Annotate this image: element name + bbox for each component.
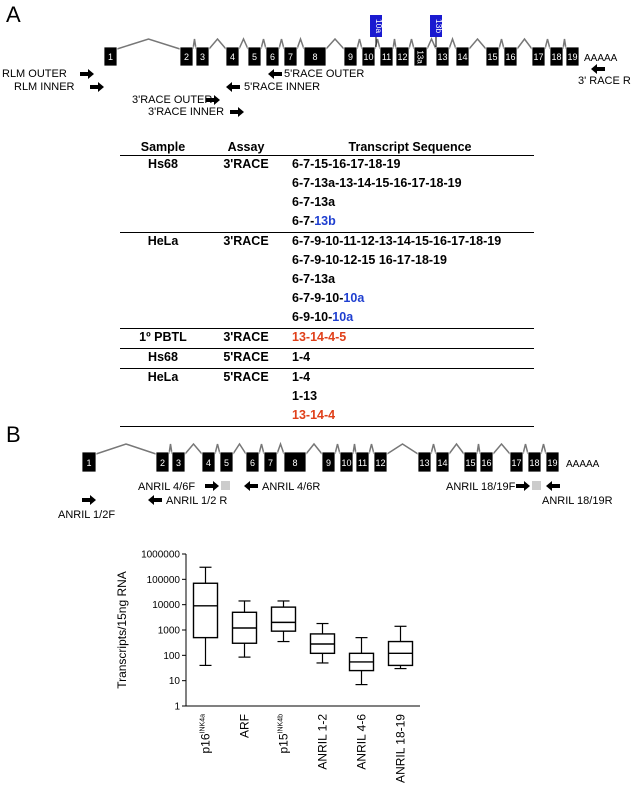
cell-assay xyxy=(206,290,286,309)
cell-transcript-sequence xyxy=(286,290,534,309)
transcript-row xyxy=(120,388,534,407)
box-anril-4-6 xyxy=(350,638,374,685)
exon-label-13a: 13a xyxy=(415,50,425,64)
exon-label-16: 16 xyxy=(481,458,492,468)
transcript-row xyxy=(120,329,534,349)
intron-line xyxy=(306,444,322,454)
intron-line xyxy=(193,39,196,49)
intron-line xyxy=(335,444,340,454)
cell-assay xyxy=(206,194,286,213)
primer-anril-12f-label: ANRIL 1/2F xyxy=(58,509,116,521)
transcript-row xyxy=(120,407,534,427)
transcript-row xyxy=(120,369,534,389)
primer-3race-inner-arrow xyxy=(230,107,244,117)
x-tick-label: $p16^{INK4a}$ xyxy=(198,714,213,754)
polya-tail: AAAAA xyxy=(566,459,600,470)
exon-label-3: 3 xyxy=(175,458,182,468)
cell-sample xyxy=(120,388,206,407)
exon-label-14: 14 xyxy=(437,458,448,468)
exon-label-14: 14 xyxy=(457,52,468,62)
sequence-segment: 13b xyxy=(314,214,336,228)
cell-sample: Hs68 xyxy=(120,349,206,369)
y-tick-label: 1000 xyxy=(157,625,180,637)
box-iqr xyxy=(272,607,296,631)
cell-transcript-sequence xyxy=(286,271,534,290)
sequence-segment: 6-7-13a-13-14-15-16-17-18-19 xyxy=(292,176,462,190)
primer-anril-46f-label: ANRIL 4/6F xyxy=(138,481,196,493)
cell-assay: 3'RACE xyxy=(223,157,269,171)
cell-sample xyxy=(120,194,206,213)
exon-label-9: 9 xyxy=(325,458,332,468)
transcript-row xyxy=(120,309,534,329)
exon-label-12: 12 xyxy=(397,52,408,62)
intron-line xyxy=(563,39,566,49)
intron-line xyxy=(477,444,480,454)
exon-label-11: 11 xyxy=(381,52,392,62)
box-p16ink4a xyxy=(194,567,218,665)
exon-label-13: 13 xyxy=(419,458,430,468)
primer-anril-46f-arrow xyxy=(205,481,219,491)
panel-a-gene-diagram xyxy=(0,0,640,130)
cell-transcript-sequence xyxy=(286,233,534,253)
intron-line xyxy=(523,444,528,454)
intron-line xyxy=(449,39,456,49)
sequence-segment: 6-9-10- xyxy=(292,310,333,324)
intron-line xyxy=(259,444,264,454)
x-tick-label: $p15^{INK4b}$ xyxy=(276,714,291,754)
cell-assay: 3'RACE xyxy=(223,234,269,248)
exon-label-6: 6 xyxy=(269,52,276,62)
primer-anril-46r-label: ANRIL 4/6R xyxy=(262,481,321,493)
intron-line xyxy=(541,444,546,454)
cell-transcript-sequence xyxy=(286,309,534,329)
intron-line xyxy=(277,444,284,454)
intron-line xyxy=(499,39,504,49)
transcript-table-header xyxy=(120,140,534,156)
x-tick-label: ANRIL 4-6 xyxy=(354,714,369,770)
primer-3race-outer-label: 3'RACE OUTER xyxy=(132,94,213,106)
exon-label-11: 11 xyxy=(357,458,368,468)
exon-label-17: 17 xyxy=(533,52,544,62)
sequence-segment: 10a xyxy=(332,310,354,324)
transcript-row xyxy=(120,194,534,213)
y-tick-label: 10000 xyxy=(152,600,180,612)
intron-line xyxy=(215,444,220,454)
exon-label-7: 7 xyxy=(267,458,274,468)
intron-line xyxy=(517,39,532,49)
cell-sample xyxy=(120,252,206,271)
intron-line xyxy=(369,444,374,454)
primer-anril-1819r-label: ANRIL 18/19R xyxy=(542,495,613,507)
x-tick-label: ANRIL 18-19 xyxy=(393,714,408,783)
exon-label-8: 8 xyxy=(292,458,298,468)
exon-label-19: 19 xyxy=(547,458,558,468)
intron-line xyxy=(297,39,304,49)
cell-assay xyxy=(206,309,286,329)
intron-line xyxy=(209,39,226,49)
transcript-row xyxy=(120,349,534,369)
exon-label-10: 10 xyxy=(363,52,374,62)
sequence-segment: 6-7- xyxy=(292,214,315,228)
exon-label-10: 10 xyxy=(341,458,352,468)
exon-label-6: 6 xyxy=(249,458,256,468)
transcript-row xyxy=(120,271,534,290)
primer-5race-outer-arrow xyxy=(268,69,282,79)
sequence-segment: 6-7-9-10-12-15 16-17-18-19 xyxy=(292,253,447,267)
intron-line xyxy=(469,39,486,49)
transcript-row xyxy=(120,213,534,233)
box-anril-18-19 xyxy=(389,626,413,668)
primer-5race-inner-label: 5'RACE INNER xyxy=(244,81,321,93)
cell-transcript-sequence xyxy=(286,388,534,407)
primer-3race-r-arrow xyxy=(591,64,605,74)
polya-tail: AAAAA xyxy=(584,53,618,64)
x-tick-label: ANRIL 1-2 xyxy=(315,714,330,770)
header-transcript-sequence: Transcript Sequence xyxy=(286,140,534,156)
sequence-segment: 1-4 xyxy=(292,350,311,364)
y-tick-label: 10 xyxy=(168,676,180,688)
header-assay: Assay xyxy=(206,140,286,156)
intron-line xyxy=(493,444,510,454)
sequence-segment: 6-7-9-10-11-12-13-14-15-16-17-18-19 xyxy=(292,234,502,248)
cell-sample: Hs68 xyxy=(148,157,178,171)
cell-transcript-sequence xyxy=(286,213,534,233)
sequence-segment: 6-7-15-16-17-18-19 xyxy=(292,157,401,171)
primer-5race-outer-label: 5'RACE OUTER xyxy=(284,68,365,80)
intron-line xyxy=(96,444,156,454)
exon-label-5: 5 xyxy=(223,458,230,468)
panel-b-letter: B xyxy=(6,422,21,447)
intron-line xyxy=(185,444,202,454)
cell-sample xyxy=(120,290,206,309)
exon-label-2: 2 xyxy=(183,52,190,62)
cell-transcript-sequence xyxy=(286,175,534,194)
sequence-segment: 6-7-9-10- xyxy=(292,291,344,305)
intron-line xyxy=(169,444,172,454)
exon-label-4: 4 xyxy=(229,52,236,62)
alt-exon-label-13b: 13b xyxy=(434,18,444,34)
cell-assay xyxy=(206,175,286,194)
exon-label-13: 13 xyxy=(437,52,448,62)
sequence-segment: 13-14-4-5 xyxy=(292,330,347,344)
transcript-row xyxy=(120,290,534,309)
primer-rlm-inner-arrow xyxy=(90,82,104,92)
primer-probe-box xyxy=(221,481,230,490)
intron-line xyxy=(117,39,180,49)
cell-sample xyxy=(120,407,206,427)
alt-exon-label-10a: 10a xyxy=(374,18,384,34)
exon-label-7: 7 xyxy=(287,52,294,62)
exon-label-19: 19 xyxy=(567,52,578,62)
cell-assay xyxy=(206,388,286,407)
header-sample: Sample xyxy=(120,140,206,156)
sequence-segment: 10a xyxy=(343,291,365,305)
exon-label-12: 12 xyxy=(375,458,386,468)
exon-label-1: 1 xyxy=(86,458,92,468)
cell-transcript-sequence xyxy=(286,252,534,271)
primer-anril-12r-arrow xyxy=(148,495,162,505)
transcript-table xyxy=(120,140,534,427)
intron-line xyxy=(261,39,266,49)
intron-line xyxy=(449,444,464,454)
transcript-row xyxy=(120,175,534,194)
exon-label-15: 15 xyxy=(465,458,476,468)
exon-label-17: 17 xyxy=(511,458,522,468)
exon-label-5: 5 xyxy=(251,52,258,62)
exon-label-8: 8 xyxy=(312,52,318,62)
box-p15ink4b xyxy=(272,601,296,642)
intron-line xyxy=(545,39,550,49)
y-axis-label: Transcripts/15ng RNA xyxy=(115,571,129,689)
intron-line xyxy=(279,39,284,49)
exon-label-16: 16 xyxy=(505,52,516,62)
transcript-row xyxy=(120,233,534,253)
primer-rlm-outer-arrow xyxy=(80,69,94,79)
exon-label-18: 18 xyxy=(529,458,540,468)
cell-transcript-sequence xyxy=(286,369,534,389)
sequence-segment: 1-4 xyxy=(292,370,311,384)
exon-label-9: 9 xyxy=(347,52,354,62)
primer-3race-inner-label: 3'RACE INNER xyxy=(148,106,225,118)
intron-line xyxy=(326,39,344,49)
cell-transcript-sequence xyxy=(286,407,534,427)
y-tick-label: 100 xyxy=(163,650,180,662)
sequence-segment: 6-7-13a xyxy=(292,272,336,286)
intron-line xyxy=(357,39,362,49)
exon-label-2: 2 xyxy=(159,458,166,468)
cell-assay: 3'RACE xyxy=(206,329,286,349)
cell-transcript-sequence xyxy=(286,329,534,349)
cell-sample: HeLa xyxy=(147,370,179,384)
primer-anril-46r-arrow xyxy=(244,481,258,491)
cell-assay xyxy=(206,252,286,271)
primer-anril-12f-arrow xyxy=(82,495,96,505)
exon-label-18: 18 xyxy=(551,52,562,62)
y-tick-label: 1 xyxy=(174,701,180,713)
box-arf xyxy=(233,601,257,657)
primer-3race-r-label: 3' RACE R xyxy=(578,75,631,87)
primer-anril-12r-label: ANRIL 1/2 R xyxy=(166,495,228,507)
sequence-segment: 1-13 xyxy=(292,389,318,403)
primer-rlm-inner-label: RLM INNER xyxy=(14,81,75,93)
cell-sample xyxy=(120,271,206,290)
intron-line xyxy=(233,444,246,454)
cell-assay: 5'RACE xyxy=(206,349,286,369)
transcript-row xyxy=(120,252,534,271)
intron-line xyxy=(387,444,418,454)
primer-anril-1819r-arrow xyxy=(546,481,560,491)
exon-label-15: 15 xyxy=(487,52,498,62)
cell-sample: HeLa xyxy=(147,234,179,248)
intron-line xyxy=(239,39,248,49)
primer-rlm-outer-label: RLM OUTER xyxy=(2,68,67,80)
cell-assay xyxy=(206,271,286,290)
cell-assay xyxy=(206,213,286,233)
primer-anril-1819f-arrow xyxy=(516,481,530,491)
exon-label-3: 3 xyxy=(199,52,206,62)
cell-transcript-sequence xyxy=(286,194,534,213)
cell-sample xyxy=(120,309,206,329)
intron-line xyxy=(431,444,436,454)
box-iqr xyxy=(194,583,218,637)
exon-label-1: 1 xyxy=(107,52,114,62)
cell-sample xyxy=(120,175,206,194)
cell-transcript-sequence xyxy=(286,349,534,369)
y-tick-label: 100000 xyxy=(146,574,180,586)
intron-line xyxy=(353,444,356,454)
cell-transcript-sequence xyxy=(286,156,534,176)
primer-5race-inner-arrow xyxy=(226,82,240,92)
intron-line xyxy=(393,39,396,49)
boxplot-chart xyxy=(0,540,640,800)
box-anril-1-2 xyxy=(311,624,335,663)
intron-line xyxy=(427,39,436,49)
primer-probe-box xyxy=(532,481,541,490)
y-tick-label: 1000000 xyxy=(141,549,180,561)
cell-sample xyxy=(120,213,206,233)
panel-a-letter: A xyxy=(6,2,21,27)
cell-assay xyxy=(206,407,286,427)
sequence-segment: 13-14-4 xyxy=(292,408,336,422)
intron-line xyxy=(409,39,414,49)
cell-sample: 1º PBTL xyxy=(120,329,206,349)
sequence-segment: 6-7-13a xyxy=(292,195,336,209)
cell-assay: 5'RACE xyxy=(223,370,269,384)
transcript-row xyxy=(120,156,534,176)
x-tick-label: ARF xyxy=(237,714,252,738)
primer-anril-1819f-label: ANRIL 18/19F xyxy=(446,481,516,493)
exon-label-4: 4 xyxy=(205,458,212,468)
